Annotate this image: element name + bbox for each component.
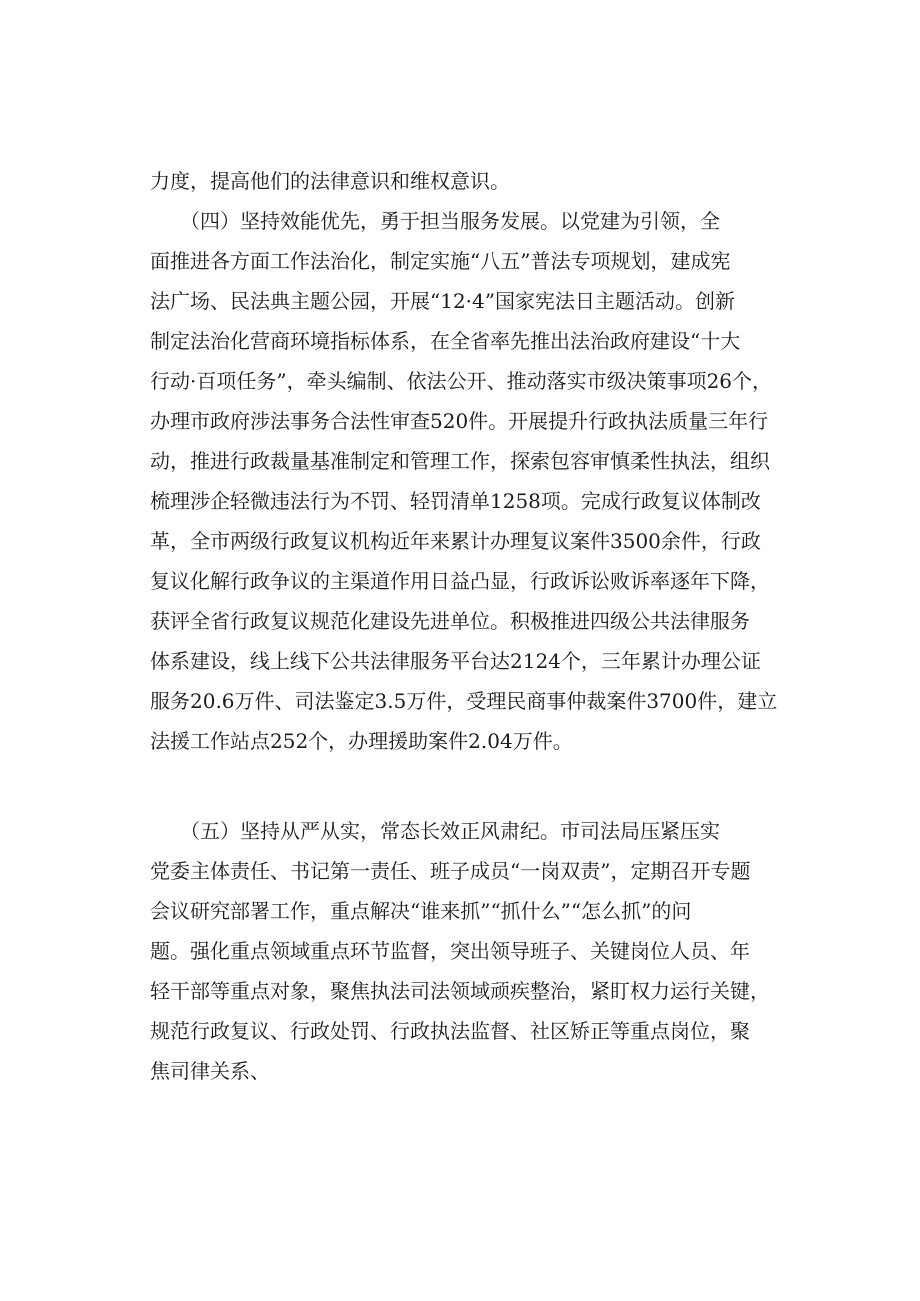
text-line: 焦司律关系、 — [150, 1059, 270, 1083]
paragraph-block-b — [150, 811, 806, 1091]
text-line: 题。强化重点领域重点环节监督，突出领导班子、关键岗位人员、年 — [150, 939, 750, 963]
text-line: 法广场、民法典主题公园，开展“12·4”国家宪法日主题活动。创新 — [150, 289, 735, 313]
text-line: 力度，提高他们的法律意识和维权意识。 — [150, 169, 510, 193]
text-line: （四）坚持效能优先，勇于担当服务发展。以党建为引领，全 — [150, 209, 720, 233]
text-line: 制定法治化营商环境指标体系，在全省率先推出法治政府建设“十大 — [150, 329, 741, 353]
text-line: 规范行政复议、行政处罚、行政执法监督、社区矫正等重点岗位，聚 — [150, 1019, 750, 1043]
text-line: 办理市政府涉法事务合法性审查520件。开展提升行政执法质量三年行 — [150, 409, 769, 433]
text-line: 服务20.6万件、司法鉴定3.5万件，受理民商事仲裁案件3700件，建立 — [150, 689, 778, 713]
text-line: 轻干部等重点对象，聚焦执法司法领域顽疾整治，紧盯权力运行关键， — [150, 979, 770, 1003]
text-line: 革，全市两级行政复议机构近年来累计办理复议案件3500余件，行政 — [150, 529, 761, 553]
text-line: 行动·百项任务”，牵头编制、依法公开、推动落实市级决策事项26个， — [150, 369, 773, 393]
text-line: 党委主体责任、书记第一责任、班子成员“一岗双责”，定期召开专题 — [150, 859, 751, 883]
text-line: 复议化解行政争议的主渠道作用日益凸显，行政诉讼败诉率逐年下降， — [150, 569, 770, 593]
text-line: 法援工作站点252个，办理援助案件2.04万件。 — [150, 729, 573, 753]
text-line: 梳理涉企轻微违法行为不罚、轻罚清单1258项。完成行政复议体制改 — [150, 489, 761, 513]
text-line: 会议研究部署工作，重点解决“谁来抓”“抓什么”“怎么抓”的问 — [150, 899, 692, 923]
text-line: 面推进各方面工作法治化，制定实施“八五”普法专项规划，建成宪 — [150, 249, 731, 273]
text-line: 动，推进行政裁量基准制定和管理工作，探索包容审慎柔性执法，组织 — [150, 449, 770, 473]
text-line: 体系建设，线上线下公共法律服务平台达2124个，三年累计办理公证 — [150, 649, 761, 673]
paragraph-block-a — [150, 161, 806, 761]
text-line: （五）坚持从严从实，常态长效正风肃纪。市司法局压紧压实 — [150, 819, 720, 843]
text-line: 获评全省行政复议规范化建设先进单位。积极推进四级公共法律服务 — [150, 609, 750, 633]
